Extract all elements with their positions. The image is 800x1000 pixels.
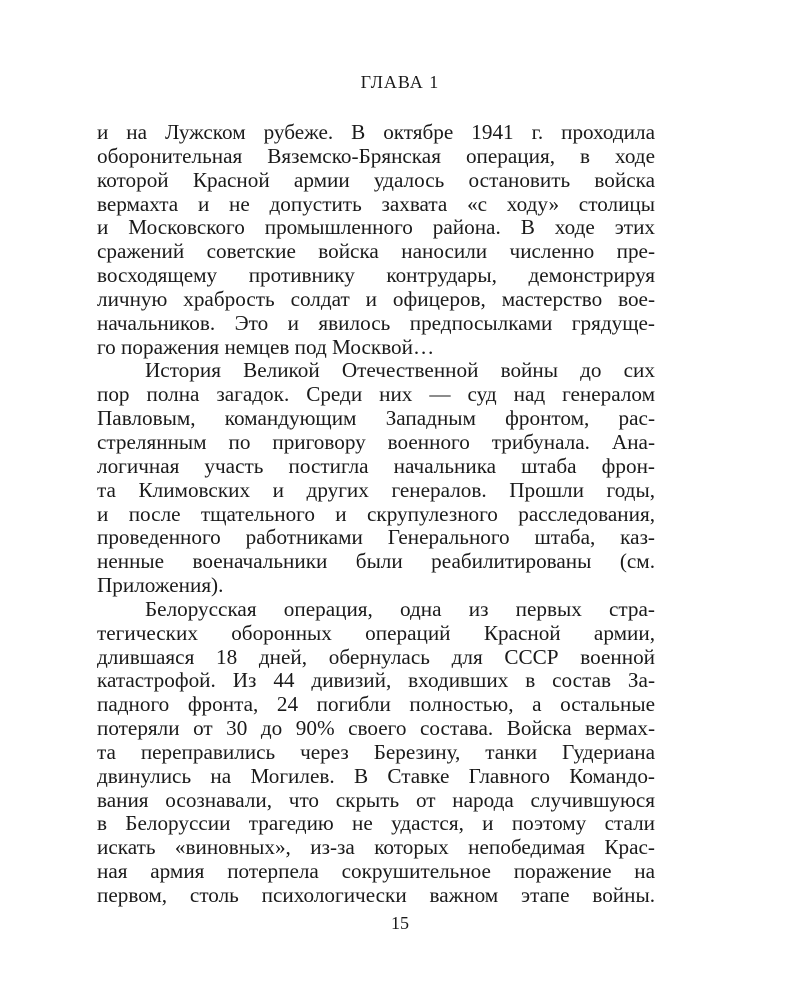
- text-line: Белорусская операция, одна из первых стра-: [145, 596, 655, 621]
- text-line: сражений советские войска наносили численно пре-: [97, 239, 655, 264]
- text-line: двинулись на Могилев. В Ставке Главного Командо-: [97, 763, 655, 788]
- text-line: История Великой Отечественной войны до сих: [145, 358, 655, 383]
- text-line: восходящему противнику контрудары, демонстрируя: [97, 263, 655, 288]
- text-line: и на Лужском рубеже. В октябре 1941 г. проходила: [97, 120, 655, 144]
- text-line: падного фронта, 24 погибли полностью, а остальные: [97, 692, 655, 717]
- text-line: искать «виновных», из-за которых непобедимая Крас-: [97, 835, 655, 860]
- text-line: и после тщательного и скрупулезного расследования,: [97, 501, 655, 526]
- text-line: го поражения немцев под Москвой…: [97, 334, 435, 359]
- text-line: проведенного работниками Генерального штаба, каз-: [97, 525, 655, 550]
- text-line: та переправились через Березину, танки Гудериана: [97, 739, 655, 764]
- text-line: стрелянным по приговору военного трибунала. Ана-: [97, 429, 655, 454]
- text-line: начальников. Это и явилось предпосылками грядуще-: [97, 310, 655, 335]
- text-line: в Белоруссии трагедию не удастся, и поэтому стали: [97, 811, 655, 836]
- text-line: личную храбрость солдат и офицеров, мастерство воe-: [97, 286, 655, 311]
- text-line: вания осознавали, что скрыть от народа случившуюся: [97, 787, 655, 812]
- text-line: и Московского промышленного района. В ходе этих: [97, 215, 655, 240]
- text-line: вермахта и не допустить захвата «с ходу» столицы: [97, 191, 655, 216]
- text-line: та Климовских и других генералов. Прошли годы,: [97, 477, 655, 502]
- text-line: ная армия потерпела сокрушительное поражение на: [97, 859, 655, 884]
- text-line: которой Красной армии удалось остановить войска: [97, 167, 655, 192]
- page-number: 15: [391, 913, 409, 933]
- text-line: катастрофой. Из 44 дивизий, входивших в состав За-: [97, 668, 655, 693]
- text-line: потеряли от 30 до 90% своего состава. Войска вермах-: [97, 716, 655, 741]
- text-line: Павловым, командующим Западным фронтом, рас-: [97, 406, 655, 431]
- text-line: длившаяся 18 дней, обернулась для СССР военной: [97, 644, 655, 669]
- text-line: первом, столь психологически важном этапе войны.: [97, 883, 655, 907]
- text-line: тегических оборонных операций Красной армии,: [97, 620, 655, 645]
- text-line: оборонительная Вяземско-Брянская операция, в ходе: [97, 143, 655, 168]
- text-line: логичная участь постигла начальника штаба фрон-: [97, 453, 655, 478]
- running-header: ГЛАВА 1: [360, 72, 440, 92]
- text-line: ненные военачальники были реабилитированы (см.: [97, 549, 655, 574]
- body-text: [97, 121, 655, 908]
- text-line: пор полна загадок. Среди них — суд над генералом: [97, 382, 655, 407]
- text-line: Приложения).: [97, 573, 224, 598]
